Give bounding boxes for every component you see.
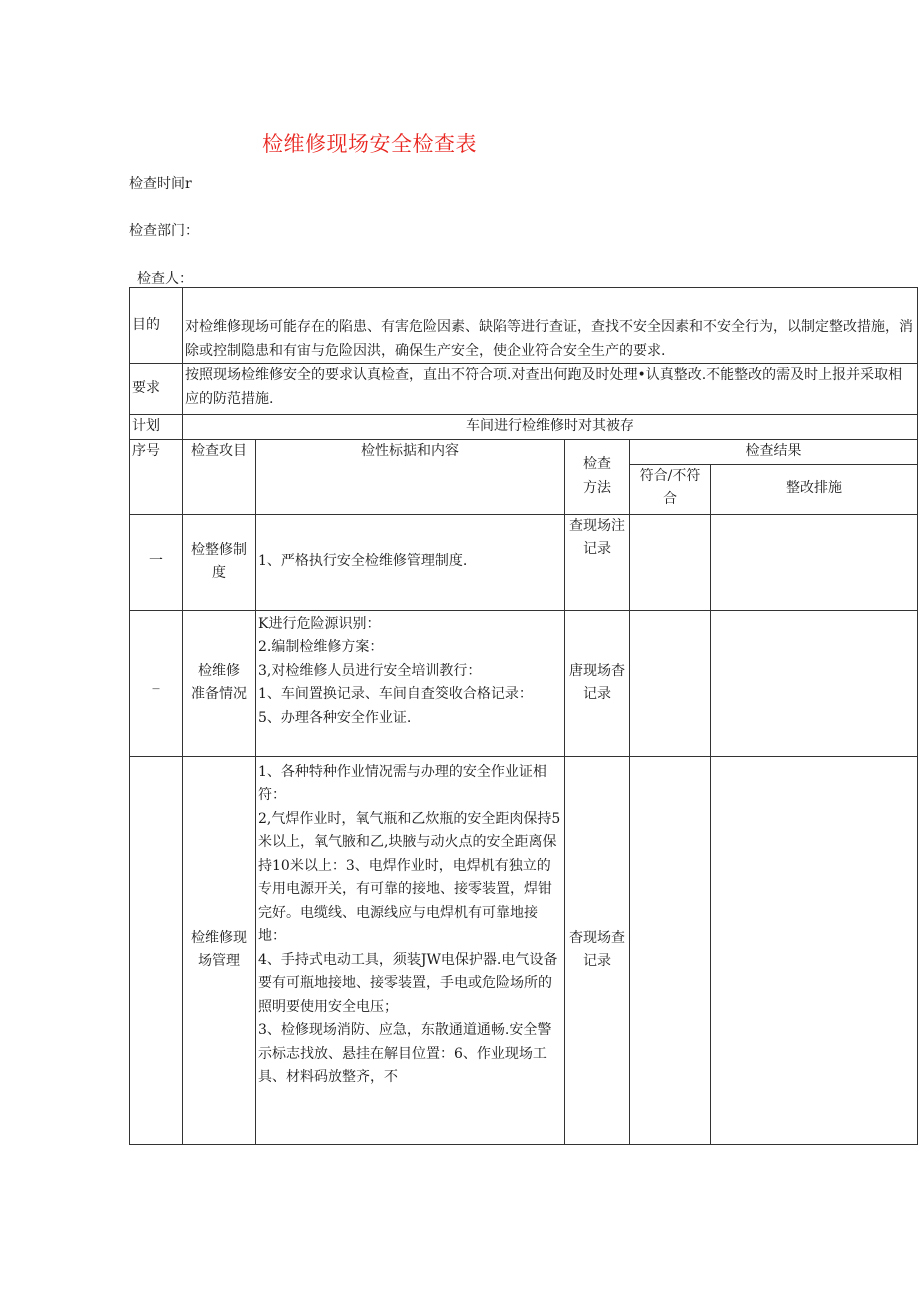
header-row-1 [130, 440, 918, 465]
plan-label: 计划 [130, 415, 183, 440]
rectify-header: 整改排施 [711, 464, 918, 514]
seq-header: 序号 [130, 440, 183, 515]
inspection-table [129, 287, 918, 1145]
purpose-row [130, 288, 918, 364]
result-header: 检查结果 [630, 440, 918, 465]
row-method: 杳现场查 记录 [565, 756, 630, 1144]
table-row [130, 610, 918, 756]
row-rectify [711, 756, 918, 1144]
row-content: K进行危险源识别： 2.编制检维修方案： 3,对检维修人员进行安全培训教行： 1、车间置换记录、车间自査筊收合格记录： 5、办理各种安全作业证. [256, 610, 565, 756]
table-row [130, 756, 918, 1144]
row-rectify [711, 514, 918, 610]
item-header: 检查攻目 [183, 440, 256, 515]
row-method: 唐现场杳 记录 [565, 610, 630, 756]
requirement-text: 按照现场检维修安全的要求认真检查，直出不符合项.对查出何跑及时处理•认真整改.不能整改的需及时上报并采取相应的防范措施. [183, 364, 918, 415]
table-row [130, 514, 918, 610]
row-conform [630, 756, 711, 1144]
row-content: 1、各种特种作业情况需与办理的安全作业证相符： 2,气焊作业时，氧气瓶和乙炊瓶的安全距肉保持5米以上，氧气腋和乙,块腋与动火点的安全距离保持10米以上：3、电焊作业时，电焊机有独立的专用电源开关，有可靠的接地、接零装置，焊钳完好。电缆线、电源线应与电焊机有可靠地接地： 4、手持式电动工具，须装JW电保护器.电气设备要有可瓶地接地、接零装置，手电或危险场所的照明要使用安全电压； 3、检修现场消防、应急，东散通道通畅.安全警示标志找放、悬挂在解目位置：6、作业现场工具、材料码放整齐，不 [256, 756, 565, 1144]
row-conform [630, 514, 711, 610]
row-seq: 一 [130, 514, 183, 610]
row-seq: _ [130, 610, 183, 756]
row-content: 1、严格执行安全检维修管理制度. [256, 514, 565, 610]
purpose-text: 对检维修现场可能存在的陷患、有害危险因素、缺陷等进行查证，查找不安全因素和不安全行为，以制定整改措施，消除或控制隐患和有宙与危险因洪，确保生产安全，使企业符合安全生产的要求. [183, 288, 918, 364]
inspector-label: 检查人： [137, 271, 193, 287]
method-header: 检查 方法 [565, 440, 630, 515]
row-item: 检维修 准备情况 [183, 610, 256, 756]
conform-header: 符合/不符 合 [630, 464, 711, 514]
row-conform [630, 610, 711, 756]
inspect-dept-label: 检查部门： [129, 223, 199, 239]
inspect-time-label: 检查时间r [129, 176, 192, 192]
requirement-row [130, 364, 918, 415]
plan-row [130, 415, 918, 440]
row-item: 检维修现 场管理 [183, 756, 256, 1144]
purpose-label: 目的 [130, 288, 183, 364]
content-header: 检性标掂和内容 [256, 440, 565, 515]
row-method: 查现场注 记录 [565, 514, 630, 610]
page-title: 检维修现场安全检查表 [262, 132, 477, 156]
row-rectify [711, 610, 918, 756]
plan-text: 车间进行检维修时对其被存 [183, 415, 918, 440]
row-item: 检整修制 度 [183, 514, 256, 610]
requirement-label: 要求 [130, 364, 183, 415]
row-seq [130, 756, 183, 1144]
